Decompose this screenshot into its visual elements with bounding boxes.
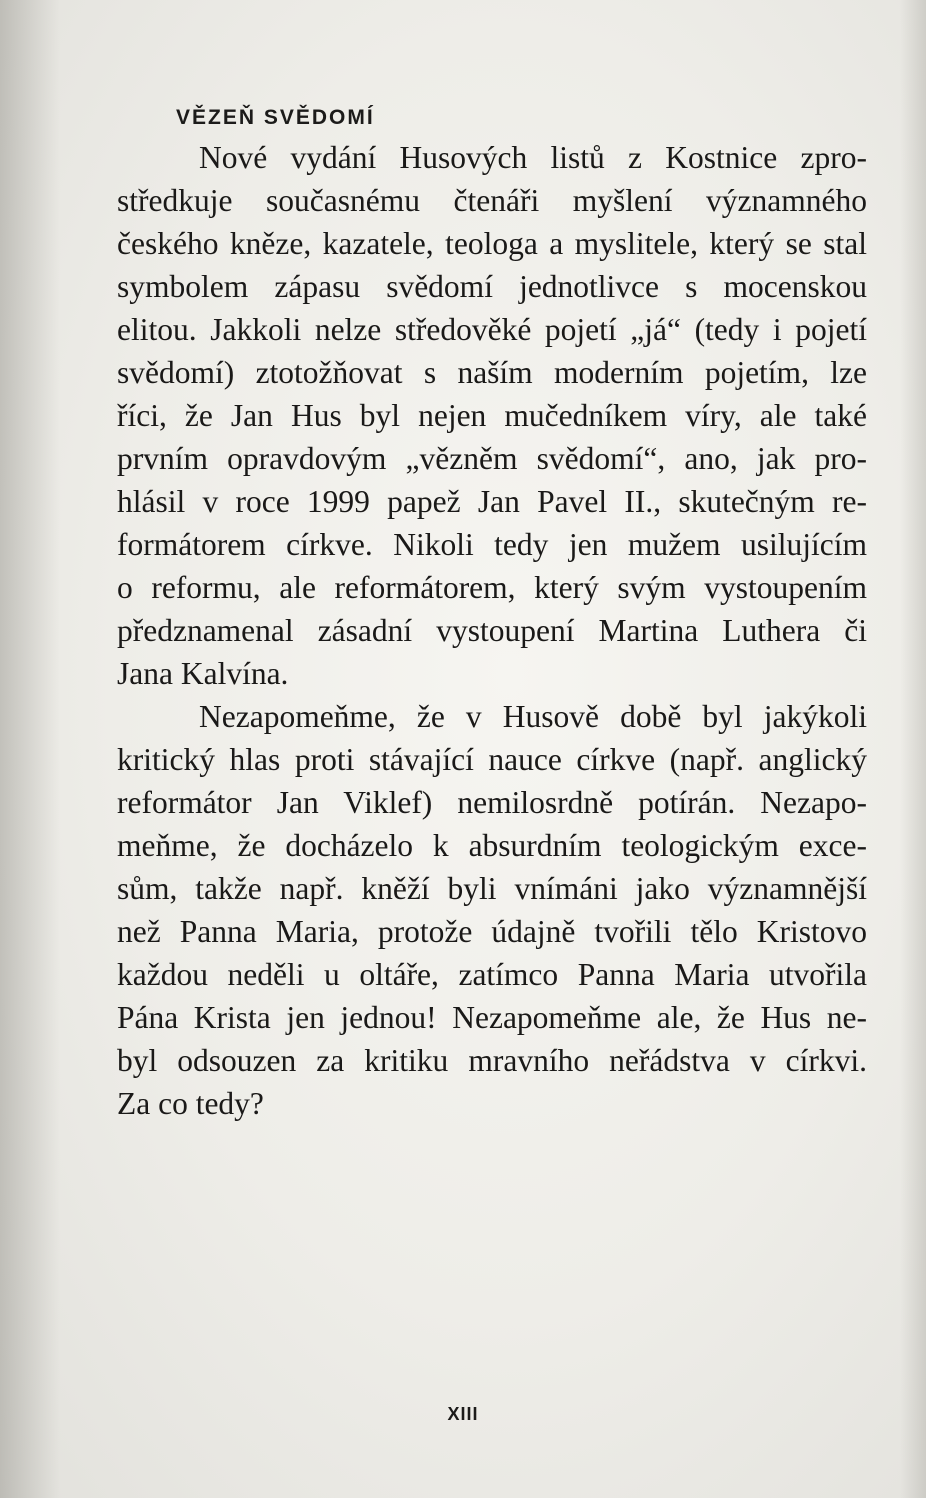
text-line: kritický hlas proti stávající nauce církve (např. anglický [117,742,867,777]
text-line: každou neděli u oltáře, zatímco Panna Maria utvořila [117,957,867,992]
text-line: sům, takže např. kněží byli vnímáni jako významnější [117,871,867,906]
text-line: říci, že Jan Hus byl nejen mučedníkem víry, ale také [117,398,867,433]
paragraph-2 [117,695,867,1125]
body-text [117,136,867,1125]
text-line: symbolem zápasu svědomí jednotlivce s mocenskou [117,269,867,304]
paragraph-1 [117,136,867,695]
text-line: Jana Kalvína. [117,656,289,691]
text-line: o reformu, ale reformátorem, který svým vystoupením [117,570,867,605]
text-line: meňme, že docházelo k absurdním teologickým exce- [117,828,867,863]
text-line: předznamenal zásadní vystoupení Martina Luthera či [117,613,867,648]
page-edge-shadow [900,0,926,1498]
text-line: Nové vydání Husových listů z Kostnice zpro- [199,140,867,175]
text-line: Pána Krista jen jednou! Nezapomeňme ale, že Hus ne- [117,1000,867,1035]
text-line: prvním opravdovým „vězněm svědomí“, ano, jak pro- [117,441,867,476]
text-line: středkuje současnému čtenáři myšlení významného [117,183,867,218]
text-line: reformátor Jan Viklef) nemilosrdně potírán. Nezapo- [117,785,867,820]
text-line: hlásil v roce 1999 papež Jan Pavel II., skutečným re- [117,484,867,519]
text-line: českého kněze, kazatele, teologa a myslitele, který se stal [117,226,867,261]
page-number: XIII [447,1404,479,1424]
text-line: elitou. Jakkoli nelze středověké pojetí „já“ (tedy i pojetí [117,312,867,347]
text-line: Nezapomeňme, že v Husově době byl jakýkoli [199,699,867,734]
gutter-shadow [0,0,60,1498]
text-line: svědomí) ztotožňovat s naším moderním pojetím, lze [117,355,867,390]
text-line: formátorem církve. Nikoli tedy jen mužem usilujícím [117,527,867,562]
section-heading: VĚZEŇ SVĚDOMÍ [176,106,375,129]
text-line: než Panna Maria, protože údajně tvořili tělo Kristovo [117,914,867,949]
text-line: byl odsouzen za kritiku mravního neřádstva v církvi. [117,1043,867,1078]
text-line: Za co tedy? [117,1086,264,1121]
